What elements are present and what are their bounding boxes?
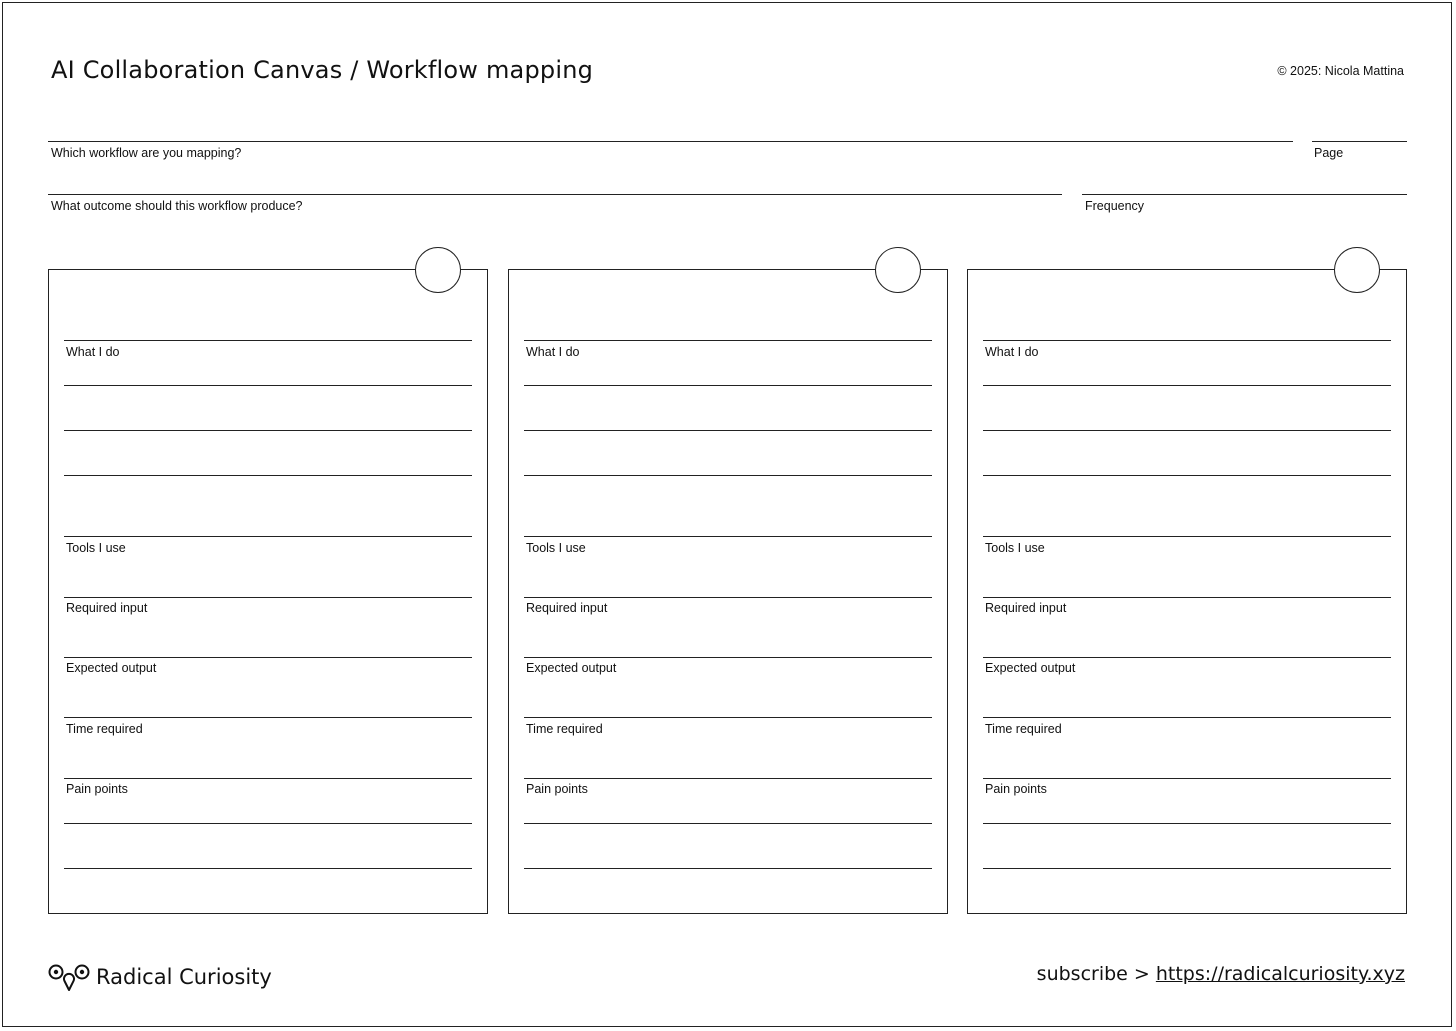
required-input-line[interactable] [64, 657, 472, 658]
what-i-do-line[interactable] [524, 430, 932, 431]
required-input-label: Required input [985, 601, 1067, 615]
expected-output-line[interactable] [64, 717, 472, 718]
time-required-line[interactable] [524, 778, 932, 779]
pain-points-line[interactable] [983, 823, 1391, 824]
expected-output-label: Expected output [526, 661, 617, 675]
pain-points-label: Pain points [985, 782, 1047, 796]
workflow-input-line[interactable] [48, 141, 1293, 142]
what-i-do-label: What I do [985, 345, 1039, 359]
pain-points-line[interactable] [64, 868, 472, 869]
pain-points-label: Pain points [66, 782, 128, 796]
expected-output-line[interactable] [983, 717, 1391, 718]
what-i-do-label: What I do [66, 345, 120, 359]
pain-points-line[interactable] [524, 823, 932, 824]
required-input-line[interactable] [983, 657, 1391, 658]
what-i-do-line[interactable] [524, 385, 932, 386]
tools-line[interactable] [64, 597, 472, 598]
step-number-circle[interactable] [1334, 247, 1380, 293]
time-required-line[interactable] [983, 778, 1391, 779]
expected-output-label: Expected output [66, 661, 157, 675]
page-input-line[interactable] [1312, 141, 1407, 142]
copyright-notice: © 2025: Nicola Mattina [1277, 64, 1404, 78]
subscribe-link[interactable]: https://radicalcuriosity.xyz [1155, 963, 1405, 985]
expected-output-label: Expected output [985, 661, 1076, 675]
tools-label: Tools I use [66, 541, 126, 555]
time-required-line[interactable] [64, 778, 472, 779]
tools-label: Tools I use [526, 541, 586, 555]
what-i-do-line[interactable] [983, 475, 1391, 476]
page-label: Page [1314, 146, 1344, 160]
required-input-label: Required input [526, 601, 608, 615]
workflow-step-card [508, 269, 948, 914]
step-title-line[interactable] [64, 340, 472, 341]
what-i-do-line[interactable] [524, 536, 932, 537]
pain-points-line[interactable] [64, 823, 472, 824]
step-title-line[interactable] [983, 340, 1391, 341]
required-input-line[interactable] [524, 657, 932, 658]
subscribe-cta [1037, 963, 1405, 985]
pain-points-label: Pain points [526, 782, 588, 796]
brand-name: Radical Curiosity [96, 965, 272, 989]
page-title: AI Collaboration Canvas / Workflow mapping [51, 56, 594, 84]
what-i-do-line[interactable] [64, 385, 472, 386]
required-input-label: Required input [66, 601, 148, 615]
step-number-circle[interactable] [875, 247, 921, 293]
outcome-input-line[interactable] [48, 194, 1062, 195]
brand-logo [48, 962, 272, 992]
expected-output-line[interactable] [524, 717, 932, 718]
frequency-input-line[interactable] [1082, 194, 1407, 195]
what-i-do-line[interactable] [64, 430, 472, 431]
tools-label: Tools I use [985, 541, 1045, 555]
what-i-do-line[interactable] [64, 475, 472, 476]
workflow-label: Which workflow are you mapping? [51, 146, 242, 160]
tools-line[interactable] [524, 597, 932, 598]
workflow-step-card [967, 269, 1407, 914]
pain-points-line[interactable] [983, 868, 1391, 869]
owl-eyes-pin-icon [48, 962, 90, 992]
frequency-label: Frequency [1085, 199, 1145, 213]
what-i-do-line[interactable] [64, 536, 472, 537]
outcome-label: What outcome should this workflow produce? [51, 199, 303, 213]
pain-points-line[interactable] [524, 868, 932, 869]
subscribe-prefix: subscribe > [1036, 963, 1156, 985]
time-required-label: Time required [985, 722, 1062, 736]
step-title-line[interactable] [524, 340, 932, 341]
tools-line[interactable] [983, 597, 1391, 598]
what-i-do-line[interactable] [983, 430, 1391, 431]
time-required-label: Time required [526, 722, 603, 736]
what-i-do-line[interactable] [983, 536, 1391, 537]
time-required-label: Time required [66, 722, 143, 736]
what-i-do-line[interactable] [983, 385, 1391, 386]
what-i-do-line[interactable] [524, 475, 932, 476]
what-i-do-label: What I do [526, 345, 580, 359]
workflow-step-card [48, 269, 488, 914]
step-number-circle[interactable] [415, 247, 461, 293]
